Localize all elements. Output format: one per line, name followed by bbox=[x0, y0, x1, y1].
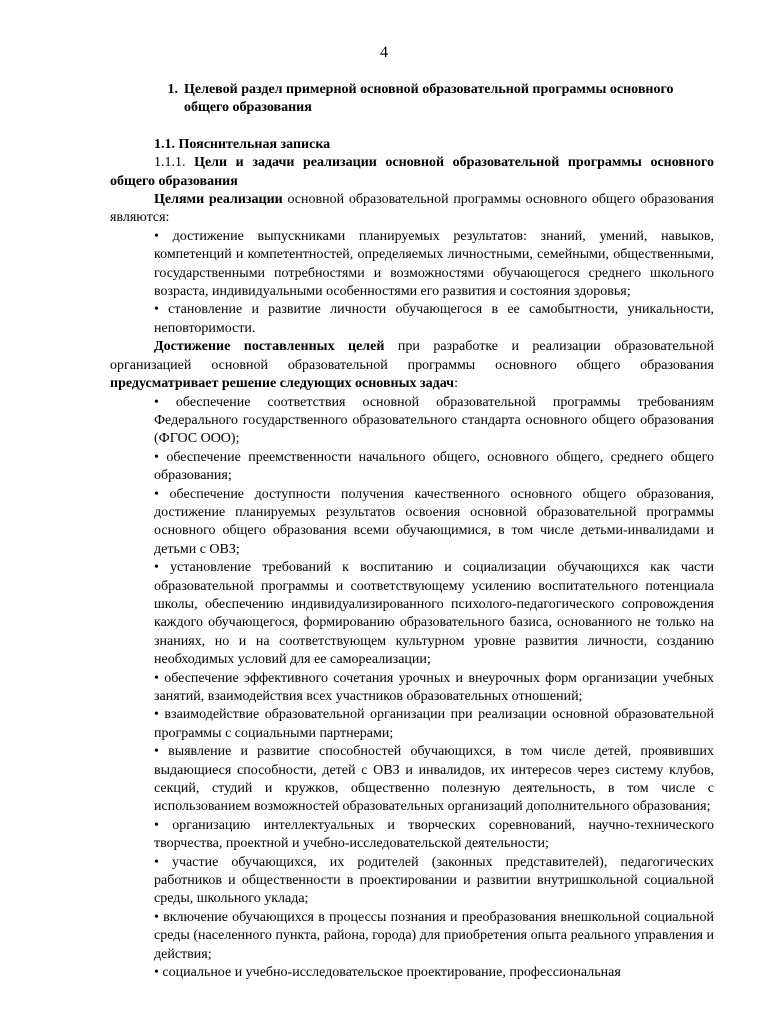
bullet-icon: • bbox=[154, 302, 169, 318]
list-item-text: организацию интеллектуальных и творческих соревнований, научно-технического творчества, проектной и учебно-исследовательской деятельности; bbox=[154, 817, 715, 852]
bullet-icon: • bbox=[154, 560, 171, 576]
tasks-intro-end: : bbox=[454, 376, 458, 392]
list-item-text: обеспечение соответствия основной образовательной программы требованиям Федерального государственного образовательного стандарта основного общего образования (ФГОС ООО); bbox=[154, 394, 714, 447]
tasks-intro-bold-1: Достижение поставленных целей bbox=[154, 339, 385, 355]
list-item bbox=[110, 670, 714, 707]
list-item bbox=[110, 817, 714, 854]
list-item-text: выявление и развитие способностей обучающихся, в том числе детей, проявивших выдающиеся способности, детей с ОВЗ и инвалидов, их интересов через систему клубов, секций, студий и кружков, общественно полезную деятельность, в том числе с использованием возможностей образовательных организаций дополнительного образования; bbox=[154, 744, 715, 815]
list-item bbox=[110, 394, 714, 449]
bullet-icon: • bbox=[154, 965, 163, 981]
bullet-icon: • bbox=[154, 670, 165, 686]
list-item bbox=[110, 486, 714, 560]
section-heading bbox=[110, 154, 714, 191]
bullet-icon: • bbox=[154, 486, 170, 502]
list-item-text: становление и развитие личности обучающегося в ее самобытности, уникальности, неповторимости. bbox=[154, 302, 714, 336]
goals-list bbox=[110, 228, 714, 338]
bullet-icon: • bbox=[154, 744, 169, 760]
list-item-text: включение обучающихся в процессы познания и преобразования внешкольной социальной среды (населенного пункта, района, города) для приобретения опыта реального управления и действия; bbox=[154, 909, 715, 962]
bullet-icon: • bbox=[154, 707, 165, 723]
list-item bbox=[110, 449, 714, 486]
list-item-text: взаимодействие образовательной организации при реализации основной образовательной программы с социальными партнерами; bbox=[154, 707, 714, 741]
heading-1-text: Целевой раздел примерной основной образовательной программы основного общего образования bbox=[184, 82, 674, 116]
list-item-text: участие обучающихся, их родителей (законных представителей), педагогических работников и общественности в проектировании и развитии внутришкольной социальной среды, школьного уклада; bbox=[154, 854, 715, 907]
bullet-icon: • bbox=[154, 449, 167, 465]
tasks-intro-bold-2: предусматривает решение следующих основных задач bbox=[110, 376, 455, 392]
list-item-text: достижение выпускниками планируемых результатов: знаний, умений, навыков, компетенций и компетентностей, определяемых личностными, семейными, общественными, государственными потребностями и возможностями обучающегося среднего школьного возраста, индивидуальными особенностями его развития и состояния здоровья; bbox=[154, 228, 714, 300]
list-item bbox=[110, 706, 714, 743]
list-item bbox=[110, 301, 714, 338]
list-item-text: обеспечение эффективного сочетания урочных и внеурочных форм организации учебных занятий, взаимодействия всех участников образовательных отношений; bbox=[154, 670, 714, 704]
bullet-icon: • bbox=[154, 817, 173, 833]
list-item bbox=[110, 228, 714, 302]
list-item bbox=[110, 559, 714, 669]
tasks-intro-mid: при разработке и реализации образовательной организацией основной образовательной программы основного общего образования bbox=[110, 339, 714, 373]
bullet-icon: • bbox=[154, 228, 173, 244]
goals-intro-bold: Целями реализации bbox=[154, 192, 283, 208]
page-number: 4 bbox=[380, 44, 388, 61]
list-item bbox=[110, 743, 714, 817]
list-item-text: обеспечение доступности получения качественного основного общего образования, достижение планируемых результатов освоения основной образовательной программы основного общего образования всеми обучающимися, в том числе детьми-инвалидами и детьми с ОВЗ; bbox=[154, 486, 715, 557]
heading-2: 1.1. Пояснительная записка bbox=[154, 136, 331, 152]
goals-intro-rest: основной образовательной программы основного общего образования являются: bbox=[110, 192, 714, 226]
heading-1-number: 1. bbox=[167, 82, 178, 97]
list-item-text: социальное и учебно-исследовательское проектирование, профессиональная bbox=[162, 965, 621, 981]
section-title: Цели и задачи реализации основной образовательной программы основного общего образования bbox=[110, 155, 715, 189]
heading-1 bbox=[110, 81, 714, 118]
list-item bbox=[110, 909, 714, 964]
bullet-icon: • bbox=[154, 909, 164, 925]
section-number: 1.1.1. bbox=[154, 155, 186, 171]
tasks-intro bbox=[110, 338, 714, 393]
tasks-list bbox=[110, 394, 714, 983]
list-item bbox=[110, 964, 714, 982]
bullet-icon: • bbox=[154, 854, 172, 870]
list-item bbox=[110, 854, 714, 909]
list-item-text: установление требований к воспитанию и социализации обучающихся как части образовательной программы и соответствующему усилению воспитательного потенциала школы, обеспечению индивидуализированного психолого-педагогического сопровождения каждого обучающегося, формированию образовательного базиса, основанного не только на знаниях, но и на соответствующем культурном уровне развития личности, созданию необходимых условий для ее самореализации; bbox=[154, 560, 714, 668]
goals-intro bbox=[110, 191, 714, 228]
document-body bbox=[110, 81, 714, 983]
list-item-text: обеспечение преемственности начального общего, основного общего, среднего общего образования; bbox=[154, 449, 714, 484]
bullet-icon: • bbox=[154, 394, 176, 410]
